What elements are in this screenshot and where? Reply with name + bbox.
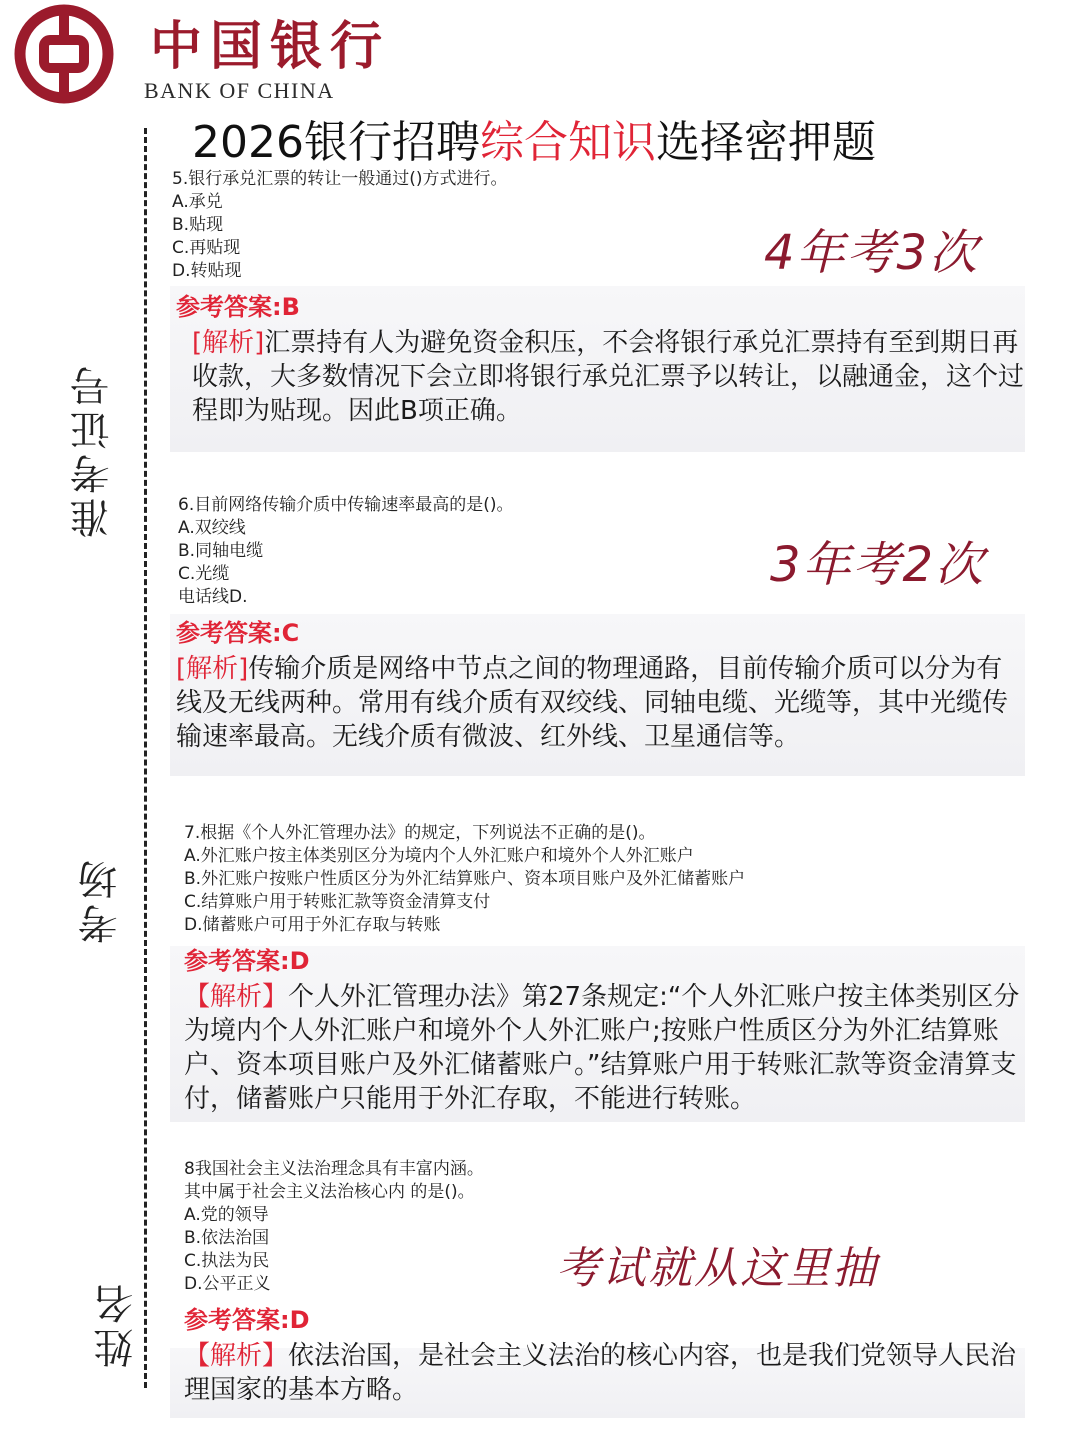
option: C.光缆 <box>178 564 230 584</box>
question-block <box>160 822 1025 1116</box>
question-text: 6.目前网络传输介质中传输速率最高的是()。 <box>178 495 514 515</box>
option: 电话线D. <box>178 587 248 607</box>
answer-label: 参考答案:B <box>176 293 300 321</box>
option: C.再贴现 <box>172 238 241 258</box>
answer-label: 参考答案:D <box>184 1306 310 1334</box>
explanation <box>176 652 1025 754</box>
title-suffix: 选择密押题 <box>655 117 876 168</box>
side-label-name: 姓名 <box>94 1280 140 1368</box>
title-highlight: 综合知识 <box>479 117 656 168</box>
question-text: 5.银行承兑汇票的转让一般通过()方式进行。 <box>172 169 508 189</box>
question-text: 7.根据《个人外汇管理办法》的规定，下列说法不正确的是()。 <box>184 823 656 843</box>
handwritten-note: 考试就从这里抽 <box>556 1243 878 1294</box>
bank-of-china-emblem-icon <box>14 4 114 104</box>
option: B.贴现 <box>172 215 224 235</box>
side-label-admission-number: 准考证号 <box>70 362 116 538</box>
answer-label: 参考答案:C <box>176 619 300 647</box>
option: D.公平正义 <box>184 1274 271 1294</box>
question-block <box>160 168 1025 428</box>
handwritten-note: 3年考2次 <box>770 537 986 593</box>
option: B.依法治国 <box>184 1228 270 1248</box>
option: C.执法为民 <box>184 1251 270 1271</box>
option: C.结算账户用于转账汇款等资金清算支付 <box>184 892 491 912</box>
option: D.储蓄账户可用于外汇存取与转账 <box>184 915 441 935</box>
option: B.同轴电缆 <box>178 541 264 561</box>
option: A.承兑 <box>172 192 223 212</box>
explanation-tag: [解析] <box>192 328 265 358</box>
title-prefix: 2026银行招聘 <box>192 117 480 168</box>
side-label-exam-room: 考场 <box>78 856 124 944</box>
explanation-text: 依法治国，是社会主义法治的核心内容，也是我们党领导人民治理国家的基本方略。 <box>184 1341 1017 1405</box>
explanation-text: 传输介质是网络中节点之间的物理通路，目前传输介质可以分为有线及无线两种。常用有线介质有双绞线、同轴电缆、光缆等，其中光缆传输速率最高。无线介质有微波、红外线、卫星通信等。 <box>176 654 1009 752</box>
logo-chinese-name: 中国银行 <box>150 16 391 77</box>
option: A.双绞线 <box>178 518 246 538</box>
question-text-line-2: 其中属于社会主义法治核心内 的是()。 <box>184 1182 475 1202</box>
question-text: 8我国社会主义法治理念具有丰富内涵。 <box>184 1159 484 1179</box>
explanation <box>184 980 1025 1116</box>
answer-label: 参考答案:D <box>184 947 310 975</box>
explanation <box>192 326 1025 428</box>
bank-logo <box>14 4 391 104</box>
explanation-text: 汇票持有人为避免资金积压，不会将银行承兑汇票持有至到期日再收款，大多数情况下会立即将银行承兑汇票予以转让，以融通金，这个过程即为贴现。因此B项正确。 <box>192 328 1025 426</box>
explanation <box>184 1339 1025 1407</box>
binding-margin-line <box>144 128 147 1388</box>
explanation-tag: 【解析】 <box>184 982 289 1012</box>
explanation-text: 个人外汇管理办法》第27条规定:“个人外汇账户按主体类别区分为境内个人外汇账户和境外个人外汇账户;按账户性质区分为外汇结算账户、资本项目账户及外汇储蓄账户。”结算账户用于转账汇款等资金清算支付，储蓄账户只能用于外汇存取，不能进行转账。 <box>184 982 1020 1114</box>
logo-english-name: BANK OF CHINA <box>144 78 335 103</box>
option: D.转贴现 <box>172 261 242 281</box>
option: A.党的领导 <box>184 1205 269 1225</box>
explanation-tag: [解析] <box>176 654 249 684</box>
option: B.外汇账户按账户性质区分为外汇结算账户、资本项目账户及外汇储蓄账户 <box>184 869 746 889</box>
handwritten-note: 4年考3次 <box>764 225 980 281</box>
explanation-tag: 【解析】 <box>184 1341 289 1371</box>
option: A.外汇账户按主体类别区分为境内个人外汇账户和境外个人外汇账户 <box>184 846 694 866</box>
page-title <box>192 106 876 170</box>
